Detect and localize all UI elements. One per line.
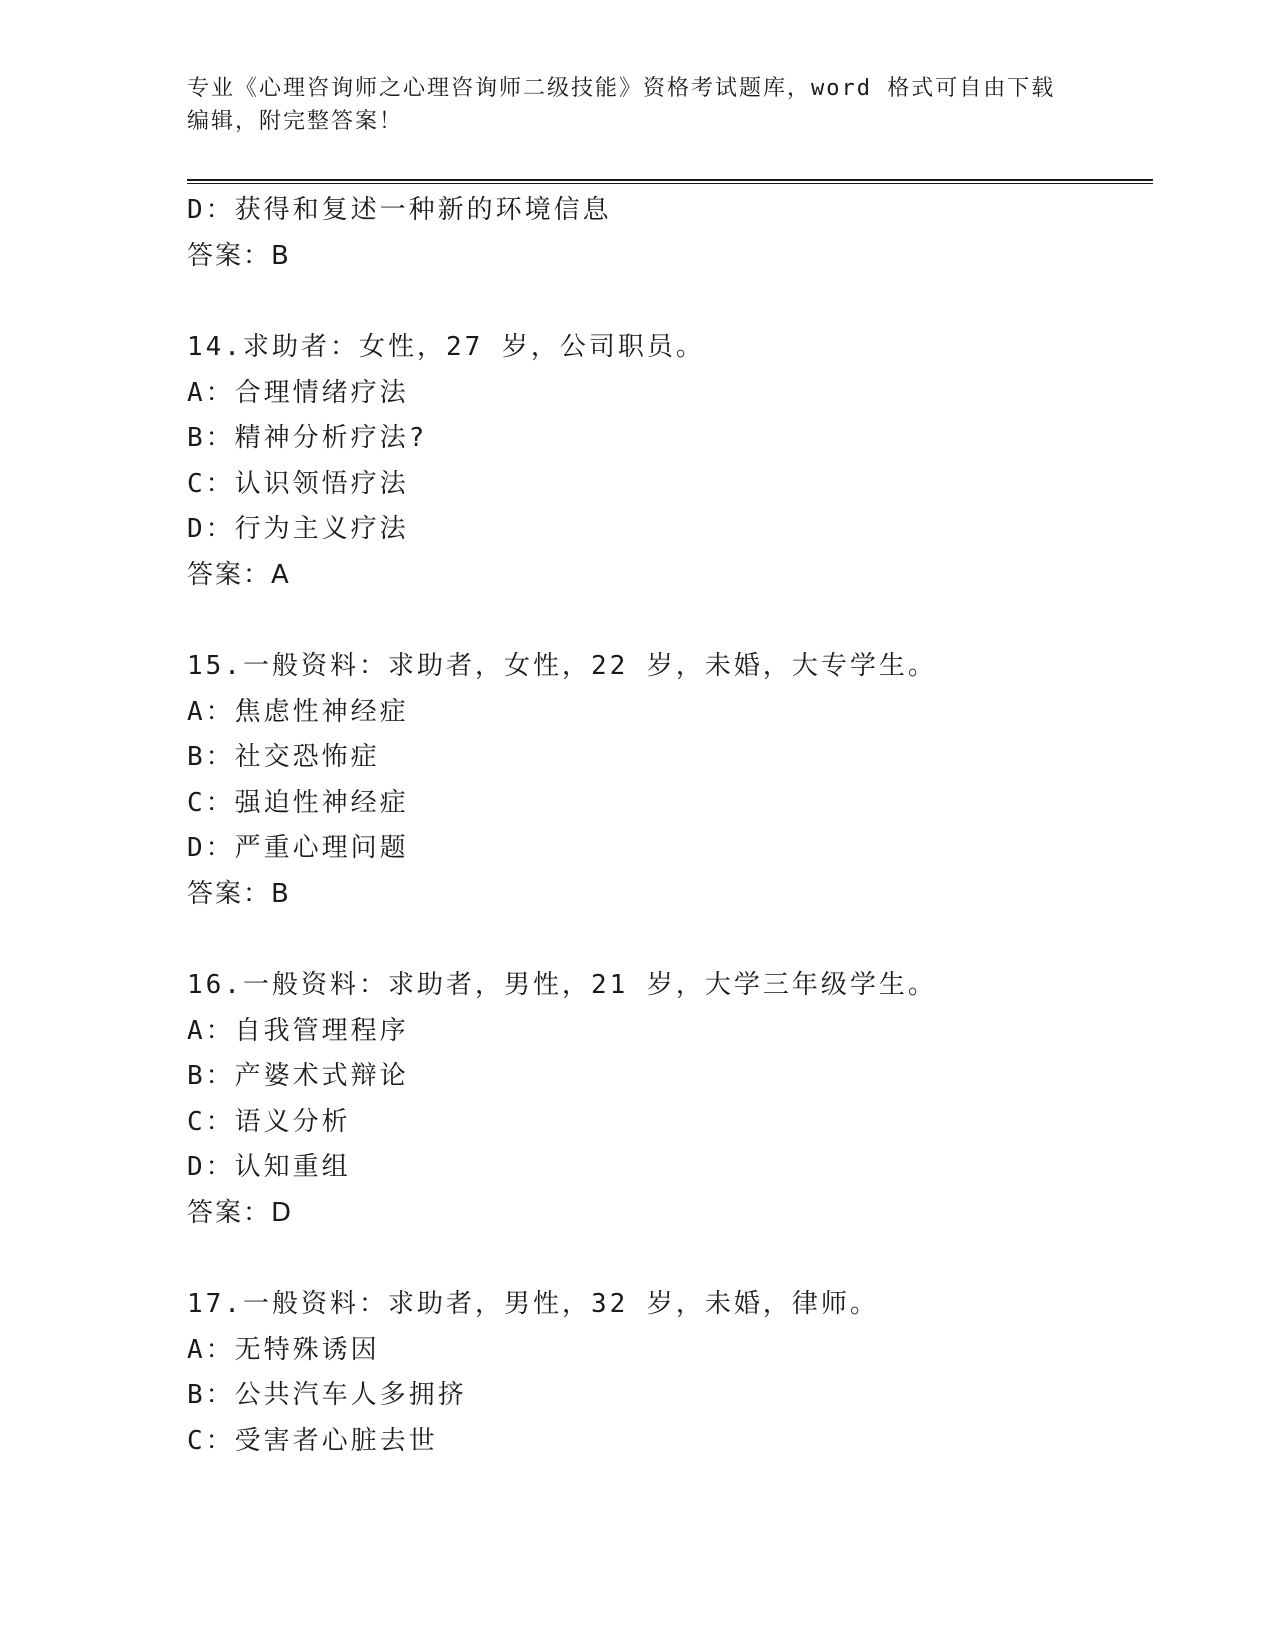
- option-a: A：无特殊诱因: [187, 1334, 380, 1365]
- option-d: D：获得和复述一种新的环境信息: [187, 195, 612, 225]
- question-spacer: [187, 279, 1153, 325]
- page-header: [187, 72, 1087, 138]
- question-spacer: [187, 598, 1153, 644]
- header-line-2: 编辑，附完整答案！: [187, 109, 404, 134]
- option-c: C：语义分析: [187, 1106, 351, 1137]
- question-stem: 15.一般资料：求助者，女性，22 岁，未婚，大专学生。: [187, 651, 937, 681]
- option-a: A：合理情绪疗法: [187, 377, 409, 408]
- header-divider-thick: [187, 179, 1153, 181]
- header-divider-thin: [187, 183, 1153, 184]
- option-d: D：严重心理问题: [187, 833, 409, 863]
- answer-line: 答案：B: [187, 878, 291, 909]
- answer-line: 答案：A: [187, 559, 291, 590]
- option-d: D：认知重组: [187, 1152, 351, 1182]
- option-d: D：行为主义疗法: [187, 514, 409, 544]
- question-stem: 16.一般资料：求助者，男性，21 岁，大学三年级学生。: [187, 970, 937, 1000]
- option-c: C：受害者心脏去世: [187, 1425, 438, 1456]
- question-13-continued: [187, 188, 1153, 279]
- question-spacer: [187, 1236, 1153, 1282]
- question-17: [187, 1282, 1153, 1464]
- option-c: C：认识领悟疗法: [187, 468, 409, 499]
- option-b: B：公共汽车人多拥挤: [187, 1380, 467, 1410]
- header-line-1: 专业《心理咨询师之心理咨询师二级技能》资格考试题库，word 格式可自由下载: [187, 76, 1056, 101]
- option-b: B：精神分析疗法?: [187, 423, 428, 453]
- option-a: A：自我管理程序: [187, 1015, 409, 1046]
- option-c: C：强迫性神经症: [187, 787, 409, 818]
- option-b: B：产婆术式辩论: [187, 1061, 409, 1091]
- option-a: A：焦虑性神经症: [187, 696, 409, 727]
- question-list: [187, 188, 1153, 1464]
- answer-line: 答案：B: [187, 240, 291, 271]
- option-b: B：社交恐怖症: [187, 742, 380, 772]
- question-stem: 17.一般资料：求助者，男性，32 岁，未婚，律师。: [187, 1289, 879, 1319]
- question-stem: 14.求助者：女性，27 岁，公司职员。: [187, 332, 705, 362]
- question-spacer: [187, 917, 1153, 963]
- answer-line: 答案：D: [187, 1197, 294, 1228]
- question-15: [187, 644, 1153, 917]
- question-16: [187, 963, 1153, 1236]
- question-14: [187, 325, 1153, 598]
